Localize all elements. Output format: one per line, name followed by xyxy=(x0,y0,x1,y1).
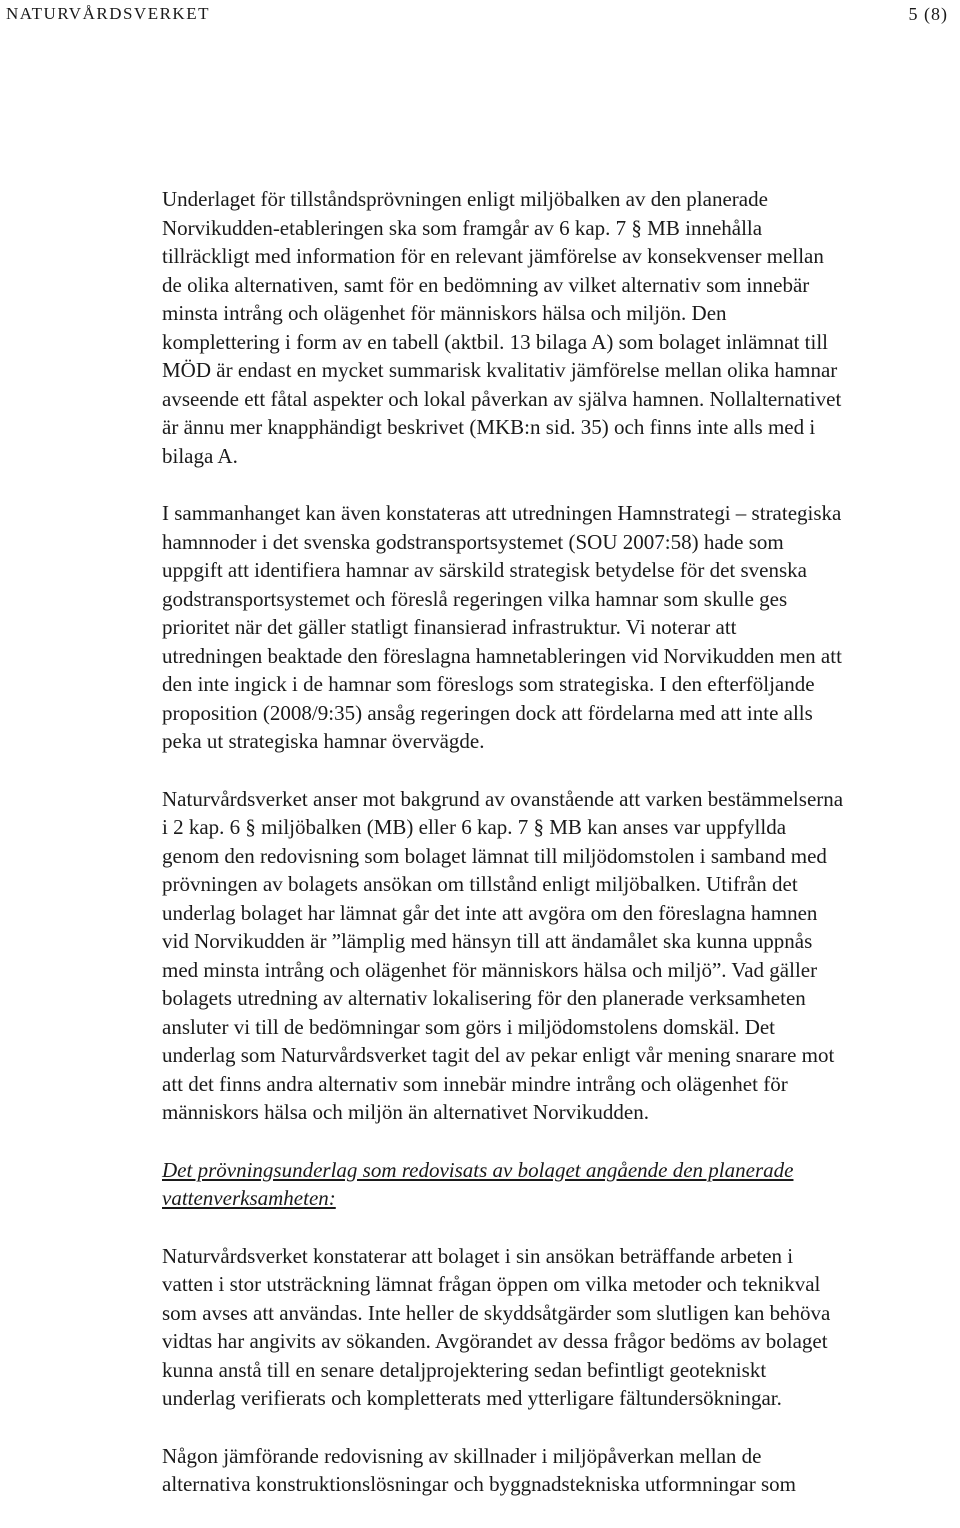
text-line: avseende ett fåtal aspekter och lokal påverkan av själva hamnen. Nollalternativet xyxy=(162,386,842,411)
header-organization: NATURVÅRDSVERKET xyxy=(6,4,210,23)
paragraph-water-works xyxy=(162,1242,960,1413)
paragraph-comparison xyxy=(162,1442,960,1499)
text-line: proposition (2008/9:35) ansåg regeringen dock att fördelarna med att inte alls xyxy=(162,700,813,725)
subheading-line: Det prövningsunderlag som redovisats av bolaget angående den planerade xyxy=(162,1157,794,1182)
text-line: underlag verifierats och kompletterats med ytterligare fältundersökningar. xyxy=(162,1386,782,1410)
text-line: uppgift att identifiera hamnar av särskild strategisk betydelse för det svenska xyxy=(162,558,807,582)
text-line: underlag som Naturvårdsverket tagit del av pekar enligt vår mening snarare mot xyxy=(162,1043,835,1067)
header-page-number: 5 (8) xyxy=(908,4,948,24)
text-line: tillräckligt med information för en relevant jämförelse av konsekvenser mellan xyxy=(162,244,824,268)
text-line: Norvikudden-etableringen ska som framgår av 6 kap. 7 § MB innehålla xyxy=(162,215,763,240)
text-line: bilaga A. xyxy=(162,443,238,468)
text-line: alternativa konstruktionslösningar och byggnadstekniska utformningar som xyxy=(162,1472,796,1496)
subheading-line: vattenverksamheten: xyxy=(162,1186,336,1210)
text-line: I sammanhanget kan även konstateras att utredningen Hamnstrategi – strategiska xyxy=(162,501,842,525)
section-subheading xyxy=(162,1156,960,1213)
text-line: genom den redovisning som bolaget lämnat till miljödomstolen i samband med xyxy=(162,843,827,868)
text-line: godstransportsystemet och föreslå regeringen vilka hamnar som skulle ges xyxy=(162,586,788,611)
text-line: är ännu mer knapphändigt beskrivet (MKB:n sid. 35) och finns inte alls med i xyxy=(162,415,816,439)
document-body xyxy=(162,185,960,1528)
text-line: kunna anstå till en senare detaljprojektering sedan befintligt geotekniskt xyxy=(162,1357,767,1382)
text-line: bolagets utredning av alternativ lokalisering för den planerade verksamheten xyxy=(162,986,806,1010)
text-line: de olika alternativen, samt för en bedömning av vilket alternativ som innebär xyxy=(162,272,810,297)
text-line: utredningen beaktade den föreslagna hamnetableringen vid Norvikudden men att xyxy=(162,643,842,668)
text-line: den inte ingick i de hamnar som föreslogs som strategiska. I den efterföljande xyxy=(162,672,815,696)
text-line: som avses att användas. Inte heller de skyddsåtgärder som slutligen kan behöva xyxy=(162,1300,831,1325)
paragraph-assessment xyxy=(162,785,960,1127)
text-line: hamnnoder i det svenska godstransportsystemet (SOU 2007:58) hade som xyxy=(162,529,784,554)
text-line: med minsta intrång och olägenhet för människors hälsa och miljö”. Vad gäller xyxy=(162,957,818,982)
text-line: ansluter vi till de bedömningar som görs i miljödomstolens domskäl. Det xyxy=(162,1014,776,1039)
paragraph-alternatives xyxy=(162,185,960,470)
text-line: prövningen av bolagets ansökan om tillstånd enligt miljöbalken. Utifrån det xyxy=(162,872,798,896)
text-line: underlag bolaget har lämnat går det inte att avgöra om den föreslagna hamnen xyxy=(162,900,818,925)
paragraph-hamnstrategi xyxy=(162,499,960,756)
text-line: vidtas har angivits av sökanden. Avgörandet av dessa frågor bedöms av bolaget xyxy=(162,1329,828,1353)
text-line: MÖD är endast en mycket summarisk kvalitativ jämförelse mellan olika hamnar xyxy=(162,358,838,382)
text-line: att det finns andra alternativ som innebär mindre intrång och olägenhet för xyxy=(162,1071,788,1096)
text-line: Naturvårdsverket anser mot bakgrund av ovanstående att varken bestämmelserna xyxy=(162,786,844,811)
text-line: minsta intrång och olägenhet för människors hälsa och miljön. Den xyxy=(162,301,727,325)
text-line: Underlaget för tillståndsprövningen enligt miljöbalken av den planerade xyxy=(162,187,768,211)
text-line: peka ut strategiska hamnar övervägde. xyxy=(162,729,485,753)
text-line: Någon jämförande redovisning av skillnader i miljöpåverkan mellan de xyxy=(162,1443,762,1468)
text-line: Naturvårdsverket konstaterar att bolaget i sin ansökan beträffande arbeten i xyxy=(162,1243,794,1268)
text-line: prioritet när det gäller statligt finansierad infrastruktur. Vi noterar att xyxy=(162,615,737,639)
text-line: vatten i stor utsträckning lämnat frågan öppen om vilka metoder och teknikval xyxy=(162,1272,821,1296)
text-line: komplettering i form av en tabell (aktbil. 13 bilaga A) som bolaget inlämnat till xyxy=(162,329,829,354)
text-line: i 2 kap. 6 § miljöbalken (MB) eller 6 kap. 7 § MB kan anses var uppfyllda xyxy=(162,815,787,839)
text-line: människors hälsa och miljön än alternativet Norvikudden. xyxy=(162,1100,649,1124)
text-line: vid Norvikudden är ”lämplig med hänsyn till att ändamålet ska kunna uppnås xyxy=(162,929,813,953)
